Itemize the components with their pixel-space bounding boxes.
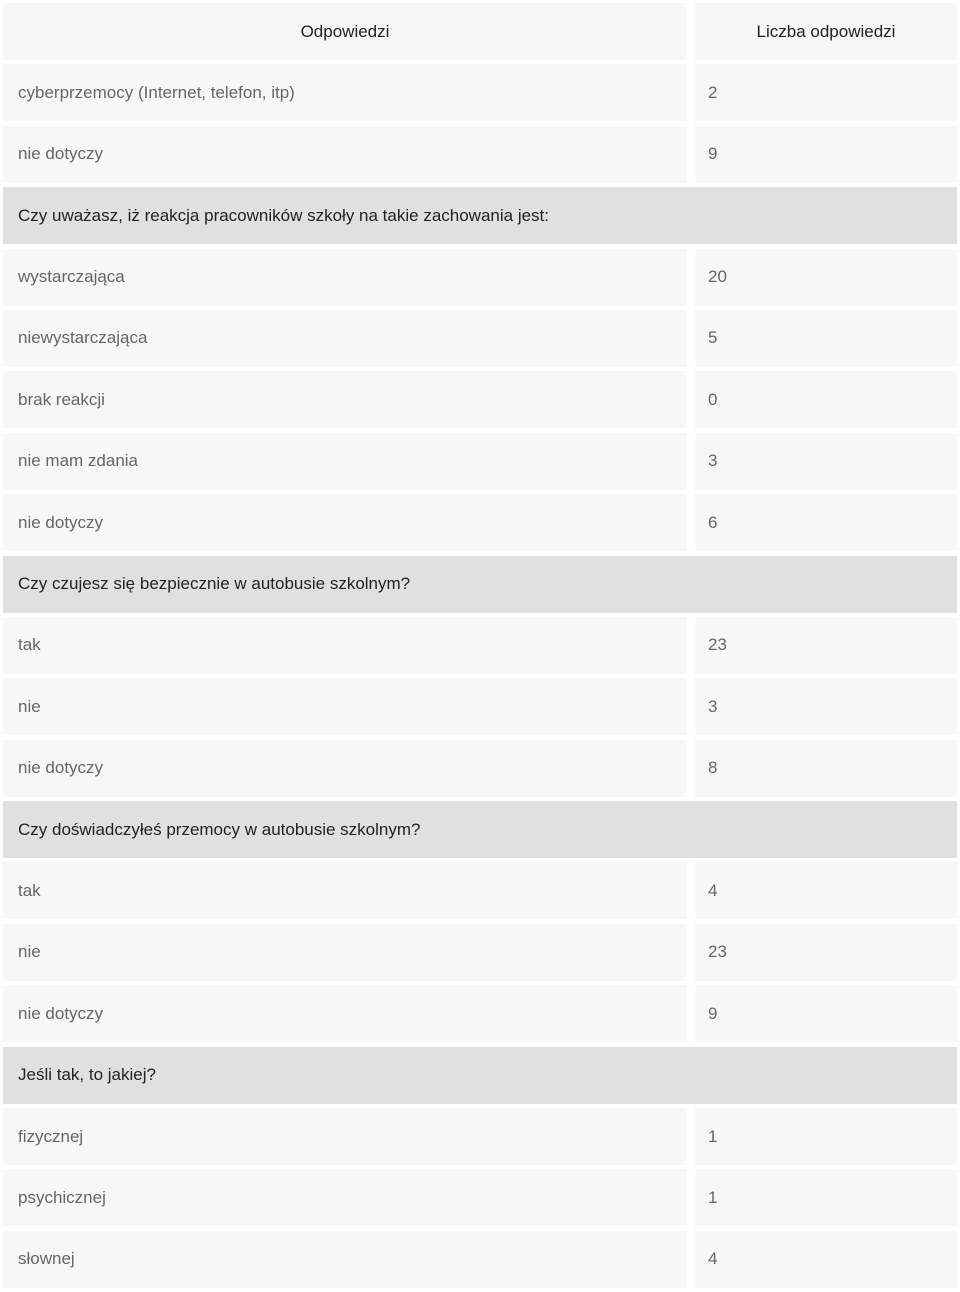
table-row — [3, 371, 957, 428]
answer-label: nie mam zdania — [3, 433, 687, 490]
table-row — [3, 249, 957, 306]
question-row — [3, 187, 957, 244]
header-answer-count: Liczba odpowiedzi — [695, 3, 957, 60]
table-row — [3, 310, 957, 367]
answer-label: psychicznej — [3, 1169, 687, 1226]
table-row — [3, 924, 957, 981]
table-row — [3, 678, 957, 735]
answer-label: nie dotyczy — [3, 740, 687, 797]
answer-count: 0 — [695, 371, 957, 428]
answer-label: tak — [3, 617, 687, 674]
answer-count: 3 — [695, 433, 957, 490]
table-row — [3, 617, 957, 674]
answer-count: 23 — [695, 924, 957, 981]
header-answers: Odpowiedzi — [3, 3, 687, 60]
table-row — [3, 126, 957, 183]
answer-label: nie — [3, 924, 687, 981]
table-row — [3, 1108, 957, 1165]
answer-label: nie dotyczy — [3, 126, 687, 183]
table-row — [3, 433, 957, 490]
answer-label: cyberprzemocy (Internet, telefon, itp) — [3, 64, 687, 121]
table-header-row — [3, 3, 957, 60]
question-row — [3, 1047, 957, 1104]
answer-count: 1 — [695, 1108, 957, 1165]
question-text: Jeśli tak, to jakiej? — [3, 1047, 957, 1104]
question-text: Czy doświadczyłeś przemocy w autobusie szkolnym? — [3, 801, 957, 858]
answer-label: niewystarczająca — [3, 310, 687, 367]
answer-count: 8 — [695, 740, 957, 797]
survey-results-table — [3, 3, 957, 1292]
question-row — [3, 556, 957, 613]
answer-label: fizycznej — [3, 1108, 687, 1165]
answer-count: 6 — [695, 494, 957, 551]
answer-label: brak reakcji — [3, 371, 687, 428]
answer-label: słownej — [3, 1231, 687, 1288]
table-row — [3, 740, 957, 797]
answer-label: wystarczająca — [3, 249, 687, 306]
question-text: Czy uważasz, iż reakcja pracowników szkoły na takie zachowania jest: — [3, 187, 957, 244]
table-row — [3, 985, 957, 1042]
table-row — [3, 1231, 957, 1288]
answer-count: 3 — [695, 678, 957, 735]
answer-label: nie — [3, 678, 687, 735]
answer-count: 20 — [695, 249, 957, 306]
table-row — [3, 862, 957, 919]
table-body — [3, 64, 957, 1287]
answer-count: 4 — [695, 1231, 957, 1288]
answer-count: 9 — [695, 985, 957, 1042]
answer-count: 1 — [695, 1169, 957, 1226]
answer-count: 4 — [695, 862, 957, 919]
answer-count: 9 — [695, 126, 957, 183]
answer-count: 5 — [695, 310, 957, 367]
table-row — [3, 64, 957, 121]
answer-label: nie dotyczy — [3, 985, 687, 1042]
question-text: Czy czujesz się bezpiecznie w autobusie szkolnym? — [3, 556, 957, 613]
answer-label: nie dotyczy — [3, 494, 687, 551]
answer-count: 23 — [695, 617, 957, 674]
question-row — [3, 801, 957, 858]
answer-label: tak — [3, 862, 687, 919]
table-row — [3, 1169, 957, 1226]
answer-count: 2 — [695, 64, 957, 121]
table-row — [3, 494, 957, 551]
